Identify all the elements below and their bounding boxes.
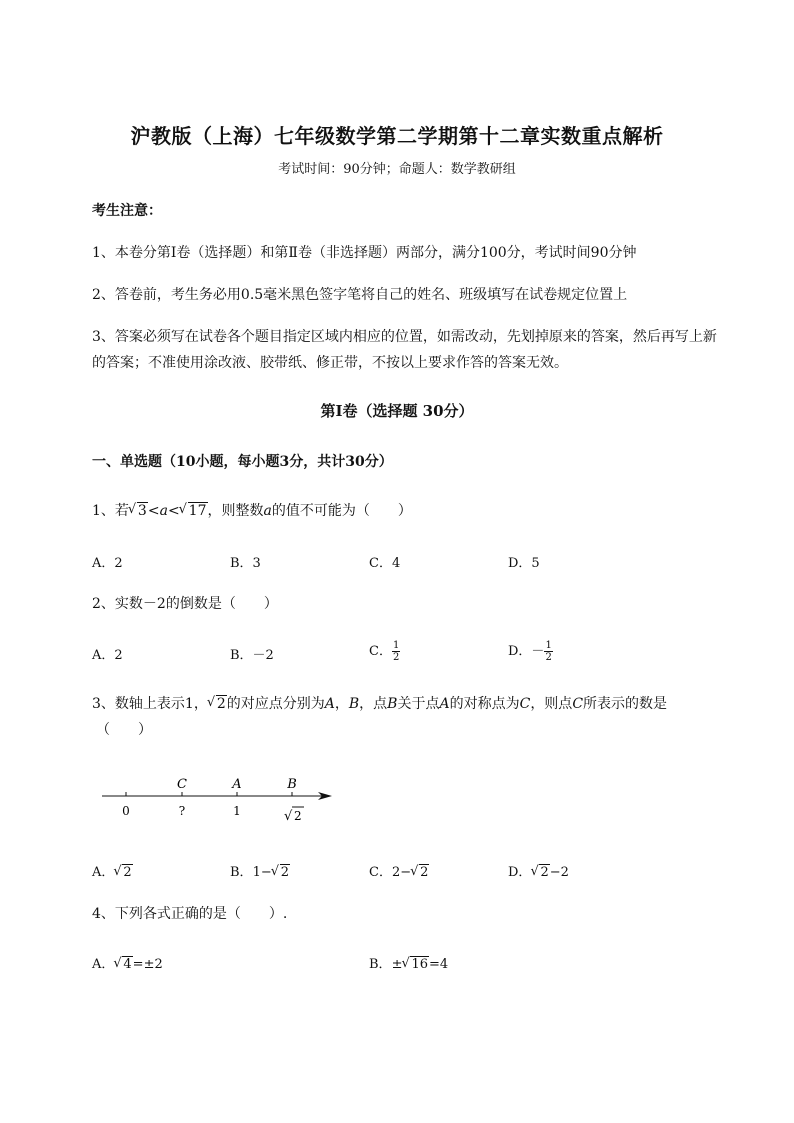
sqrt-3: √ 3 [129,503,148,519]
q3-option-a: A．√ 2 [92,861,133,880]
q2-option-d: D．－ $\frac{1}{2}$ [508,640,552,663]
q1-prefix: 1、若 [92,503,129,519]
notice-item-2: 2、答卷前，考生务必用0.5毫米黑色签字笔将自己的姓名、班级填写在试卷规定位置上 [92,287,628,303]
page-title: 沪教版（上海）七年级数学第二学期第十二章实数重点解析 [130,124,664,148]
q1-suffix: 的值不可能为（ ） [271,503,412,519]
q3-option-b: B．1−√ 2 [230,861,290,880]
q1-option-d: D．5 [508,556,540,571]
q4-option-a: A．√ 4=±2 [92,953,163,972]
exam-info: 考试时间：90分钟；命题人：数学教研组 [278,162,516,177]
value-0: 0 [122,804,130,818]
q3-option-c: C．2−√ 2 [369,861,429,880]
question-2: 2、实数－2的倒数是（ ） [92,596,278,612]
question-4: 4、下列各式正确的是（ ）. [92,906,288,922]
notice-item-3: 3、答案必须写在试卷各个题目指定区域内相应的位置，如需改动，先划掉原来的答案，然后再写上新 [92,329,717,345]
sqrt-17: √ 17 [180,503,208,519]
value-b: 2 [294,809,302,823]
var-a: a [159,503,168,519]
value-a: 1 [233,804,241,818]
q3-option-d: D．√ 2−2 [508,861,569,880]
q1-mid: ，则整数 [207,503,264,519]
q4-option-b: B．±√ 16=4 [369,953,448,972]
label-c: C [177,777,187,792]
notice-heading: 考生注意： [92,203,162,219]
q2-option-c: C． $\frac{1}{2}$ [369,640,400,663]
label-b: B [287,777,297,792]
fraction-half: $\frac{1}{2}$ [392,640,400,663]
q1-option-a: A．2 [92,556,123,571]
sqrt-symbol-icon: √ [284,809,293,824]
fraction-half-neg: $\frac{1}{2}$ [545,640,552,663]
section-title: 第I卷（选择题 30分） [320,402,474,420]
q1-option-b: B．3 [230,556,261,571]
part-heading: 一、单选题（10小题，每小题3分，共计30分） [92,454,393,470]
label-a: A [232,777,242,792]
var-a-2: a [263,503,272,519]
q3-answer-paren: （ ） [96,722,152,738]
value-c: ? [178,804,186,818]
sqrt-2: √ 2 [208,696,227,712]
number-line-diagram [96,770,342,830]
less-than-2: < [167,503,180,519]
q1-option-c: C．4 [369,556,401,571]
q2-option-a: A．2 [92,648,123,663]
q2-option-b: B．－2 [230,648,274,663]
notice-item-1: 1、本卷分第I卷（选择题）和第Ⅱ卷（非选择题）两部分，满分100分，考试时间90分钟 [92,245,637,261]
question-1 [92,500,412,520]
question-3: 3、数轴上表示1，√ 2的对应点分别为A，B，点B关于点A的对称点为C，则点C所表示的数是 [92,693,667,713]
notice-item-3-cont: 的答案；不准使用涂改液、胶带纸、修正带，不按以上要求作答的答案无效。 [92,355,568,371]
less-than-1: < [147,503,160,519]
